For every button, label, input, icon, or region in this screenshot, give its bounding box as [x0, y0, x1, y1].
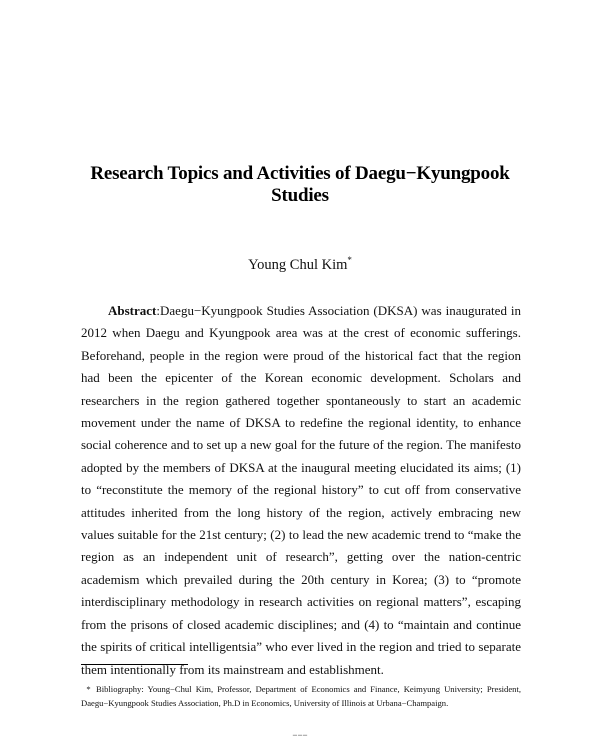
footnote	[81, 683, 521, 710]
abstract-label: Abstract	[108, 303, 157, 318]
footnote-text: Bibliography: Young−Chul Kim, Professor, Department of Economics and Finance, Keimyung University; President, Daegu−Kyungpook Studies Association, Ph.D in Economics, University of Illinois at Urbana−Champaign.	[81, 684, 521, 708]
abstract-paragraph	[81, 300, 521, 681]
author-name: Young Chul Kim	[248, 256, 348, 273]
abstract-separator: :	[156, 303, 161, 318]
footnote-divider	[81, 664, 188, 665]
footnote-mark: *	[86, 684, 91, 694]
author-line	[0, 255, 600, 274]
abstract-text: Daegu−Kyungpook Studies Association (DKSA) was inaugurated in 2012 when Daegu and Kyungpook area was at the crest of economic sufferings. Beforehand, people in the region were proud of the historical fact that the region had been the epicenter of the Korean economic development. Scholars and researchers in the region gathered together spontaneously to start an academic movement under the name of DKSA to redefine the regional identity, to enhance social coherence and to set up a new goal for the future of the region. The manifesto adopted by the members of DKSA at the inaugural meeting elucidated its aims; (1) to “reconstitute the memory of the regional history” to cut off from conservative attitudes inherited from the long history of the region, actively embracing new values suitable for the 21st century; (2) to lead the new academic trend to “make the region as an independent unit of research”, getting over the nation-centric academism which prevailed during the 20th century in Korea; (3) to “promote interdisciplinary methodology in research activities on regional matters”, escaping from the prisons of closed academic disciplines; and (4) to “maintain and continue the spirits of critical intelligentsia” who ever lived in the region and tried to separate them intentionally from its mainstream and establishment.	[81, 303, 521, 677]
author-footnote-mark: *	[347, 255, 352, 265]
page-number: −−−	[292, 730, 308, 740]
paper-title: Research Topics and Activities of Daegu−Kyungpook Studies	[90, 163, 510, 206]
